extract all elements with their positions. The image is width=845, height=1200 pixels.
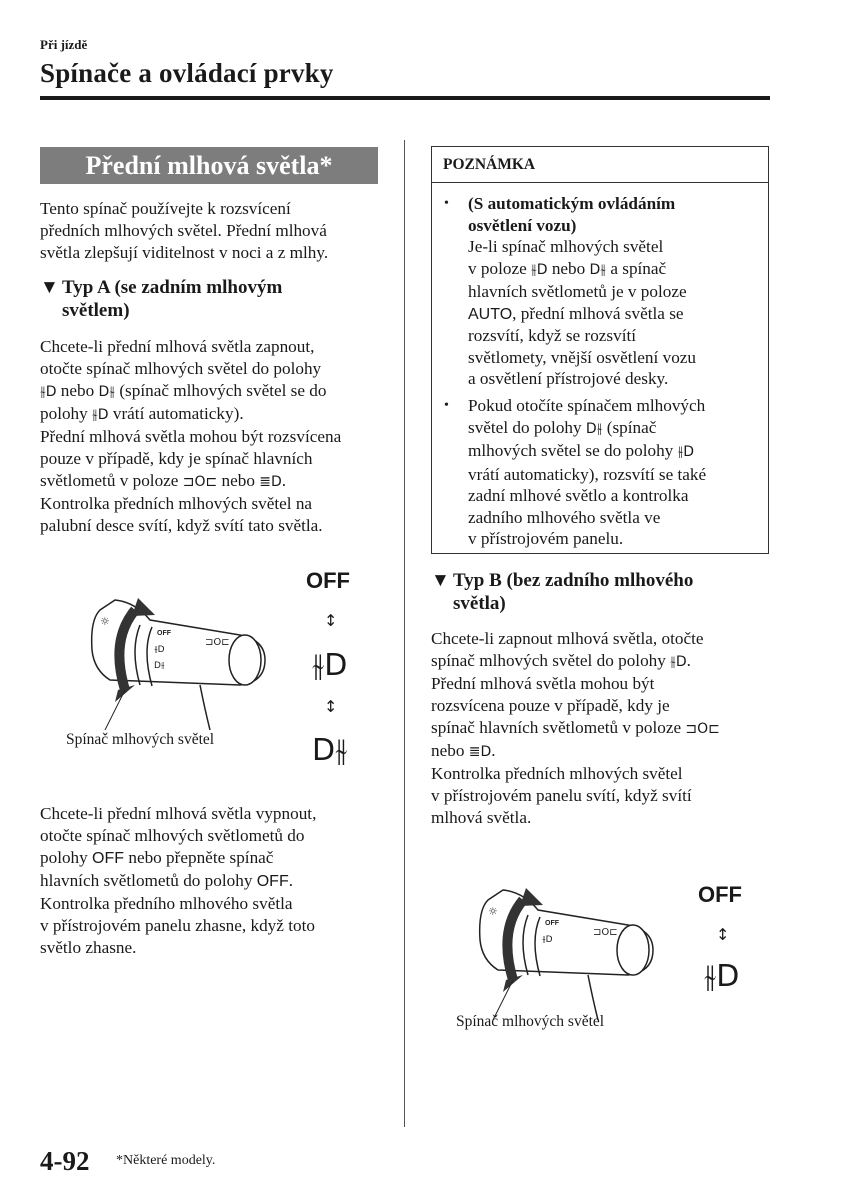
text-line: v přístrojovém panelu. xyxy=(468,529,624,548)
page-title: Spínače a ovládací prvky xyxy=(40,58,334,88)
front-fog-icon: ⫳D xyxy=(531,261,548,278)
text-line: Je-li spínač mlhových světel xyxy=(468,237,664,256)
bullet-icon: • xyxy=(444,398,449,413)
text-line xyxy=(431,650,776,673)
rear-fog-position-icon: D⫳ xyxy=(312,733,348,768)
text-line xyxy=(431,740,776,763)
rear-fog-icon: D⫳ xyxy=(589,261,607,278)
type-b-line2: světla) xyxy=(453,593,506,614)
triangle-icon: ▼ xyxy=(431,570,450,591)
up-down-arrow-icon: ↕ xyxy=(324,611,338,630)
text-fragment: nebo xyxy=(431,741,469,760)
text-line: a osvětlení přístrojové desky. xyxy=(468,369,669,388)
svg-text:D⫳: D⫳ xyxy=(154,661,165,671)
note-title: POZNÁMKA xyxy=(432,147,768,183)
type-b-line1: Typ B (bez zadního mlhového xyxy=(453,570,694,591)
text-line: Přední mlhová světla mohou být rozsvícena xyxy=(40,427,342,446)
fog-switch-illustration-b xyxy=(468,880,668,1030)
text-line: Přední mlhová světla mohou být xyxy=(431,674,655,693)
off-paragraph xyxy=(40,803,400,959)
text-line xyxy=(40,847,400,870)
text-line: rozsvícena pouze v případě, kdy je xyxy=(431,696,670,715)
text-fragment: nebo xyxy=(217,471,260,490)
type-a-paragraph xyxy=(40,336,400,537)
text-line: (S automatickým ovládáním xyxy=(468,194,676,213)
text-line: v přístrojovém panelu svítí, když svítí xyxy=(431,786,692,805)
parking-light-icon: ⊐O⊏ xyxy=(182,474,218,490)
auto-word: AUTO xyxy=(468,305,513,323)
column-divider xyxy=(404,140,405,1127)
off-label: OFF xyxy=(306,568,350,593)
text-fragment: , přední mlhová světla se xyxy=(512,303,684,323)
up-down-arrow-icon: ↕ xyxy=(716,925,730,944)
triangle-icon: ▼ xyxy=(40,277,59,298)
text-line xyxy=(40,870,400,893)
footnote: *Některé modely. xyxy=(116,1153,216,1168)
text-line: vrátí automaticky), rozsvítí se také xyxy=(468,464,707,484)
note-item xyxy=(444,395,764,550)
text-line xyxy=(40,470,400,493)
text-fragment: (spínač mlhových světel se do xyxy=(115,381,327,400)
text-line: osvětlení vozu) xyxy=(468,215,577,235)
rear-fog-icon: D⫳ xyxy=(98,384,116,400)
parking-light-icon: ⊐O⊏ xyxy=(685,721,720,737)
intro-line: předních mlhových světel. Přední mlhová xyxy=(40,221,327,240)
off-label: OFF xyxy=(698,882,742,907)
type-a-line1: Typ A (se zadním mlhovým xyxy=(62,277,283,298)
text-fragment: . xyxy=(288,871,294,890)
text-fragment: polohy xyxy=(40,848,93,867)
text-line: Kontrolka předních mlhových světel xyxy=(431,764,683,783)
note-box xyxy=(431,146,769,554)
intro-line: světla zlepšují viditelnost v noci a z mlhy. xyxy=(40,243,329,262)
page-number: 4-92 xyxy=(40,1146,90,1176)
figure-caption: Spínač mlhových světel xyxy=(66,731,215,748)
text-fragment: spínač mlhových světel do polohy xyxy=(431,651,671,670)
text-line: pouze v případě, kdy je spínač hlavních xyxy=(40,449,313,468)
type-a-line2: světlem) xyxy=(62,300,130,321)
text-fragment: nebo xyxy=(56,381,99,400)
text-line xyxy=(468,258,764,282)
text-line: Chcete-li zapnout mlhová světla, otočte xyxy=(431,629,704,648)
type-a-heading xyxy=(40,276,390,322)
text-fragment: . xyxy=(686,651,691,670)
headlight-icon: ≣D xyxy=(259,474,282,490)
off-word: OFF xyxy=(256,873,289,890)
text-line xyxy=(468,440,764,464)
intro-paragraph xyxy=(40,198,390,264)
headlight-icon: ≣D xyxy=(468,744,492,760)
text-fragment: polohy xyxy=(40,404,93,423)
text-fragment: . xyxy=(281,471,287,490)
text-line: Chcete-li přední mlhová světla vypnout, xyxy=(40,804,317,823)
note-item xyxy=(444,193,764,390)
text-fragment: spínač hlavních světlometů v poloze xyxy=(431,718,686,737)
section-label: Při jízdě xyxy=(40,37,88,52)
up-down-arrow-icon: ↕ xyxy=(324,697,338,716)
off-word: OFF xyxy=(92,850,125,867)
text-fragment: a spínač xyxy=(606,258,667,278)
text-line: palubní desce svítí, když svítí tato světla. xyxy=(40,516,323,535)
text-line: světlomety, vnější osvětlení vozu xyxy=(468,347,697,367)
text-line: otočte spínač mlhových světel do polohy xyxy=(40,359,322,378)
text-line xyxy=(40,380,400,403)
text-fragment: nebo xyxy=(547,258,590,278)
rear-fog-icon: D⫳ xyxy=(585,420,603,437)
text-line: hlavních světlometů je v poloze xyxy=(468,282,687,301)
svg-text:⫳D: ⫳D xyxy=(542,935,553,945)
text-fragment: nebo přepněte spínač xyxy=(124,848,274,867)
text-line: Pokud otočíte spínačem mlhových xyxy=(468,396,706,415)
lever-off-label: OFF xyxy=(545,920,559,927)
text-line: Kontrolka předních mlhových světel na xyxy=(40,494,313,513)
text-line: světlo zhasne. xyxy=(40,938,137,957)
figure-caption: Spínač mlhových světel xyxy=(456,1013,605,1030)
text-fragment: mlhových světel se do polohy xyxy=(468,441,678,460)
lever-off-label: OFF xyxy=(157,630,171,637)
svg-text:⊐O⊏: ⊐O⊏ xyxy=(205,637,230,648)
text-line: rozsvítí, když se rozsvítí xyxy=(468,326,637,345)
fog-switch-illustration-a xyxy=(80,590,280,730)
text-line: mlhová světla. xyxy=(431,808,532,827)
front-fog-icon: ⫳D xyxy=(670,654,687,670)
text-line: zadního mlhového světla ve xyxy=(468,507,661,527)
heading-rule xyxy=(40,96,770,100)
text-line xyxy=(468,417,764,441)
svg-text:☼: ☼ xyxy=(488,905,498,918)
text-fragment: světlometů v poloze xyxy=(40,471,183,490)
section-title xyxy=(40,147,378,184)
type-b-paragraph xyxy=(431,628,776,829)
front-fog-icon: ⫳D xyxy=(40,384,57,400)
text-line: otočte spínač mlhových světlometů do xyxy=(40,826,305,845)
svg-text:⫳D: ⫳D xyxy=(154,645,165,655)
section-title-text: Přední mlhová světla* xyxy=(85,150,333,180)
front-fog-icon: ⫳D xyxy=(677,444,695,460)
front-fog-position-icon: ⫳D xyxy=(704,959,740,994)
text-line xyxy=(431,717,776,740)
text-fragment: v poloze xyxy=(468,258,532,278)
text-line xyxy=(468,303,764,326)
front-fog-icon: ⫳D xyxy=(92,407,109,423)
bullet-icon: • xyxy=(444,196,449,211)
text-fragment: světel do polohy xyxy=(468,417,586,437)
text-line: Kontrolka předního mlhového světla xyxy=(40,894,293,913)
text-fragment: hlavních světlometů do polohy xyxy=(40,871,257,890)
type-b-heading xyxy=(431,569,771,615)
text-line xyxy=(40,403,400,426)
text-fragment: . xyxy=(491,741,496,760)
svg-text:☼: ☼ xyxy=(100,615,110,628)
text-fragment: vrátí automaticky). xyxy=(108,404,244,423)
text-line: v přístrojovém panelu zhasne, když toto xyxy=(40,916,315,935)
front-fog-position-icon: ⫳D xyxy=(312,648,348,683)
intro-line: Tento spínač používejte k rozsvícení xyxy=(40,199,291,218)
text-line: zadní mlhové světlo a kontrolka xyxy=(468,486,689,505)
svg-text:⊐O⊏: ⊐O⊏ xyxy=(593,927,618,938)
text-fragment: (spínač xyxy=(602,417,657,437)
text-line: Chcete-li přední mlhová světla zapnout, xyxy=(40,337,315,356)
